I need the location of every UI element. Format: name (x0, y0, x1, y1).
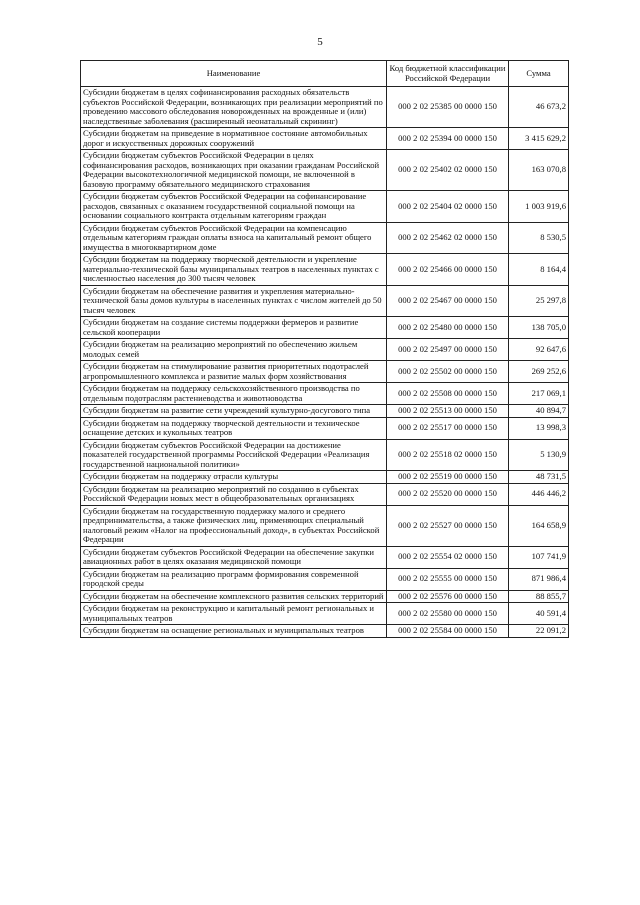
row-sum: 138 705,0 (509, 317, 569, 339)
table-row (81, 339, 569, 361)
table-row (81, 417, 569, 439)
table-row (81, 405, 569, 418)
table-row (81, 285, 569, 317)
table-row (81, 505, 569, 546)
row-sum: 40 894,7 (509, 405, 569, 418)
budget-table (80, 60, 569, 638)
row-name: Субсидии бюджетам на поддержку творческой деятельности и техническое оснащение детских и кукольных театров (81, 417, 387, 439)
row-code: 000 2 02 25467 00 0000 150 (387, 285, 509, 317)
table-row (81, 317, 569, 339)
row-code: 000 2 02 25517 00 0000 150 (387, 417, 509, 439)
row-name: Субсидии бюджетам на стимулирование развития приоритетных подотраслей агропромышленного комплекса и развитие малых форм хозяйствования (81, 361, 387, 383)
page-number: 5 (317, 36, 323, 48)
row-sum: 871 986,4 (509, 568, 569, 590)
table-row (81, 254, 569, 286)
row-sum: 217 069,1 (509, 383, 569, 405)
row-code: 000 2 02 25402 02 0000 150 (387, 150, 509, 191)
row-code: 000 2 02 25513 00 0000 150 (387, 405, 509, 418)
row-sum: 5 130,9 (509, 439, 569, 471)
table-row (81, 568, 569, 590)
table-row (81, 546, 569, 568)
row-code: 000 2 02 25466 00 0000 150 (387, 254, 509, 286)
row-sum: 22 091,2 (509, 625, 569, 638)
row-sum: 3 415 629,2 (509, 128, 569, 150)
table-row (81, 222, 569, 254)
row-sum: 25 297,8 (509, 285, 569, 317)
row-code: 000 2 02 25385 00 0000 150 (387, 87, 509, 128)
table-body (81, 87, 569, 638)
table-row (81, 383, 569, 405)
row-sum: 8 164,4 (509, 254, 569, 286)
row-name: Субсидии бюджетам на обеспечение развития и укрепления материально-технической базы домов культуры в населенных пунктах с числом жителей до 50 тысяч человек (81, 285, 387, 317)
table-row (81, 191, 569, 223)
row-name: Субсидии бюджетам на реализацию программ формирования современной городской среды (81, 568, 387, 590)
table-row (81, 471, 569, 484)
row-name: Субсидии бюджетам на поддержку отрасли культуры (81, 471, 387, 484)
table-row (81, 361, 569, 383)
table-row (81, 603, 569, 625)
row-name: Субсидии бюджетам на обеспечение комплексного развития сельских территорий (81, 590, 387, 603)
row-code: 000 2 02 25404 02 0000 150 (387, 191, 509, 223)
row-sum: 446 446,2 (509, 483, 569, 505)
row-sum: 107 741,9 (509, 546, 569, 568)
row-code: 000 2 02 25555 00 0000 150 (387, 568, 509, 590)
row-sum: 163 070,8 (509, 150, 569, 191)
table-row (81, 128, 569, 150)
header-code: Код бюджетной классификации Российской Федерации (387, 61, 509, 87)
row-name: Субсидии бюджетам на создание системы поддержки фермеров и развитие сельской кооперации (81, 317, 387, 339)
row-name: Субсидии бюджетам на приведение в нормативное состояние автомобильных дорог и искусственных дорожных сооружений (81, 128, 387, 150)
table-row (81, 625, 569, 638)
table-row (81, 87, 569, 128)
table-header (81, 61, 569, 87)
row-name: Субсидии бюджетам на государственную поддержку малого и среднего предпринимательства, а также физических лиц, применяющих специальный налоговый режим «Налог на профессиональный доход», в субъектах Российской Федерации (81, 505, 387, 546)
table-row (81, 483, 569, 505)
row-code: 000 2 02 25554 02 0000 150 (387, 546, 509, 568)
row-sum: 13 998,3 (509, 417, 569, 439)
row-sum: 46 673,2 (509, 87, 569, 128)
row-code: 000 2 02 25502 00 0000 150 (387, 361, 509, 383)
table-row (81, 150, 569, 191)
header-sum: Сумма (509, 61, 569, 87)
row-code: 000 2 02 25584 00 0000 150 (387, 625, 509, 638)
row-code: 000 2 02 25520 00 0000 150 (387, 483, 509, 505)
row-code: 000 2 02 25462 02 0000 150 (387, 222, 509, 254)
row-name: Субсидии бюджетам субъектов Российской Федерации на обеспечение закупки авиационных работ в целях оказания медицинской помощи (81, 546, 387, 568)
table-row (81, 439, 569, 471)
row-code: 000 2 02 25497 00 0000 150 (387, 339, 509, 361)
row-name: Субсидии бюджетам субъектов Российской Федерации в целях софинансирования расходов, возникающих при оказании гражданам Российской Федерации высокотехнологичной медицинской помощи, не включенной в базовую программу обязательного медицинского страхования (81, 150, 387, 191)
row-name: Субсидии бюджетам на реализацию мероприятий по созданию в субъектах Российской Федерации новых мест в общеобразовательных организациях (81, 483, 387, 505)
row-code: 000 2 02 25394 00 0000 150 (387, 128, 509, 150)
row-name: Субсидии бюджетам субъектов Российской Федерации на компенсацию отдельным категориям граждан оплаты взноса на капитальный ремонт общего имущества в многоквартирном доме (81, 222, 387, 254)
row-name: Субсидии бюджетам на развитие сети учреждений культурно-досугового типа (81, 405, 387, 418)
header-row (81, 61, 569, 87)
row-code: 000 2 02 25480 00 0000 150 (387, 317, 509, 339)
row-name: Субсидии бюджетам на реконструкцию и капитальный ремонт региональных и муниципальных театров (81, 603, 387, 625)
row-sum: 1 003 919,6 (509, 191, 569, 223)
row-name: Субсидии бюджетам в целях софинансирования расходных обязательств субъектов Российской Федерации, возникающих при реализации мероприятий по проведению массового обследования новорожденных на врожденные и (или) наследственные заболевания (расширенный неонатальный скрининг) (81, 87, 387, 128)
row-sum: 40 591,4 (509, 603, 569, 625)
row-sum: 92 647,6 (509, 339, 569, 361)
row-sum: 164 658,9 (509, 505, 569, 546)
row-sum: 8 530,5 (509, 222, 569, 254)
row-code: 000 2 02 25519 00 0000 150 (387, 471, 509, 484)
row-code: 000 2 02 25508 00 0000 150 (387, 383, 509, 405)
row-name: Субсидии бюджетам на оснащение региональных и муниципальных театров (81, 625, 387, 638)
row-code: 000 2 02 25518 02 0000 150 (387, 439, 509, 471)
table-row (81, 590, 569, 603)
row-name: Субсидии бюджетам на поддержку творческой деятельности и укрепление материально-технической базы муниципальных театров в населенных пунктах с численностью населения до 300 тысяч человек (81, 254, 387, 286)
row-name: Субсидии бюджетам субъектов Российской Федерации на достижение показателей государственной программы Российской Федерации «Реализация государственной национальной политики» (81, 439, 387, 471)
row-name: Субсидии бюджетам субъектов Российской Федерации на софинансирование расходов, связанных с оказанием государственной социальной помощи на основании социального контракта отдельным категориям граждан (81, 191, 387, 223)
row-sum: 88 855,7 (509, 590, 569, 603)
row-name: Субсидии бюджетам на поддержку сельскохозяйственного производства по отдельным подотраслям растениеводства и животноводства (81, 383, 387, 405)
row-code: 000 2 02 25576 00 0000 150 (387, 590, 509, 603)
row-name: Субсидии бюджетам на реализацию мероприятий по обеспечению жильем молодых семей (81, 339, 387, 361)
row-sum: 269 252,6 (509, 361, 569, 383)
header-name: Наименование (81, 61, 387, 87)
row-code: 000 2 02 25527 00 0000 150 (387, 505, 509, 546)
row-sum: 48 731,5 (509, 471, 569, 484)
row-code: 000 2 02 25580 00 0000 150 (387, 603, 509, 625)
